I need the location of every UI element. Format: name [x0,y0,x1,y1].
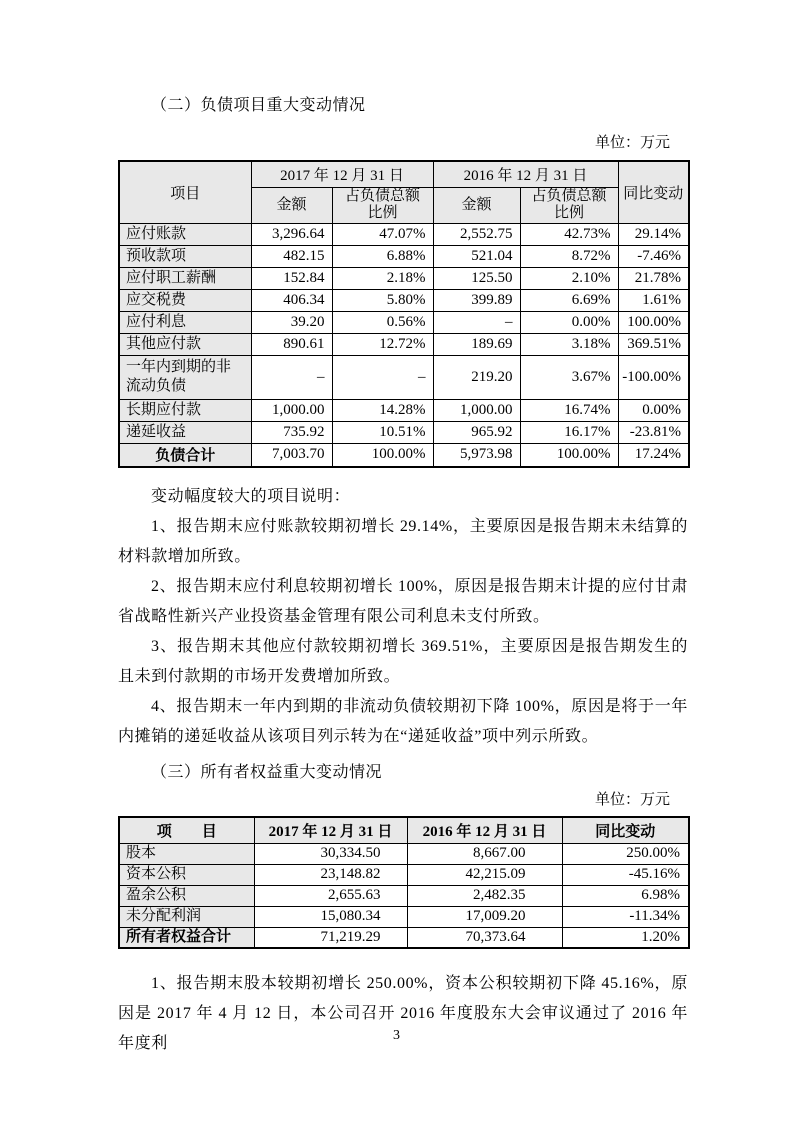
cell-2016-amount: 521.04 [433,245,520,267]
cell-item-label: 盈余公积 [119,885,254,906]
cell-2017-ratio: 0.56% [332,311,433,333]
cell-yoy: 29.14% [618,223,689,245]
cell-2016-value: 70,373.64 [407,927,562,948]
col-header-date-2017: 2017 年 12 月 31 日 [251,161,433,187]
section2-heading: （二）负债项目重大变动情况 [151,97,366,114]
cell-2016-amount: 5,973.98 [433,443,520,467]
cell-2016-amount: 219.20 [433,355,520,399]
table-row [119,885,689,906]
cell-yoy: 0.00% [618,399,689,421]
note-3: 3、报告期末其他应付款较期初增长 369.51%，主要原因是报告期发生的且未到付款期的市场开发费增加所致。 [118,638,688,685]
table-row [119,843,689,864]
cell-yoy: -23.81% [618,421,689,443]
col-header-yoy: 同比变动 [562,817,689,843]
cell-2017-amount: 735.92 [251,421,332,443]
equity-total-row [119,927,689,948]
cell-2016-amount: 1,000.00 [433,399,520,421]
ratio-line-2: 比例 [554,205,585,221]
liabilities-header-row-1 [119,161,689,187]
cell-2017-ratio: 5.80% [332,289,433,311]
col-header-item: 项目 [119,161,251,223]
table-row [119,223,689,245]
cell-item-label: 资本公积 [119,864,254,885]
cell-yoy: 1.20% [562,927,689,948]
cell-2017-ratio: 100.00% [332,443,433,467]
change-notes [118,482,688,752]
table-row [119,333,689,355]
table-row [119,399,689,421]
table-row [119,355,689,399]
cell-2016-value: 17,009.20 [407,906,562,927]
cell-2016-value: 42,215.09 [407,864,562,885]
ratio-line-1: 占负债总额 [531,188,607,204]
cell-yoy: 6.98% [562,885,689,906]
cell-2016-ratio: 0.00% [520,311,618,333]
col-header-date-2016: 2016 年 12 月 31 日 [433,161,618,187]
cell-yoy: 250.00% [562,843,689,864]
cell-2017-ratio: 2.18% [332,267,433,289]
cell-item-label: 应交税费 [119,289,251,311]
col-header-yoy: 同比变动 [618,161,689,223]
cell-2017-ratio: 14.28% [332,399,433,421]
cell-2016-amount: 399.89 [433,289,520,311]
ratio-line-1: 占负债总额 [345,188,421,204]
table-row [119,906,689,927]
liabilities-total-row [119,443,689,467]
cell-2017-amount: 3,296.64 [251,223,332,245]
ratio-line-2: 比例 [367,205,398,221]
cell-2016-amount: 125.50 [433,267,520,289]
cell-2017-ratio: 10.51% [332,421,433,443]
table-row [119,267,689,289]
cell-2017-amount: – [251,355,332,399]
cell-2017-ratio: 12.72% [332,333,433,355]
col-header-date-2017: 2017 年 12 月 31 日 [254,817,407,843]
cell-2017-amount: 890.61 [251,333,332,355]
cell-yoy: 369.51% [618,333,689,355]
cell-item-label: 递延收益 [119,421,251,443]
equity-header-row [119,817,689,843]
cell-2016-value: 8,667.00 [407,843,562,864]
cell-2017-amount: 39.20 [251,311,332,333]
cell-2016-amount: 2,552.75 [433,223,520,245]
table-row [119,311,689,333]
liabilities-table [118,160,690,468]
cell-2016-ratio: 16.74% [520,399,618,421]
cell-2016-ratio: 42.73% [520,223,618,245]
note-4: 4、报告期末一年内到期的非流动负债较期初下降 100%，原因是将于一年内摊销的递延收益从该项目列示转为在“递延收益”项中列示所致。 [118,698,688,745]
equity-note: 1、报告期末股本较期初增长 250.00%，资本公积较期初下降 45.16%，原因是 2017 年 4 月 12 日，本公司召开 2016 年度股东大会审议通过了 2016 年年度利 [118,975,688,1052]
cell-2017-value: 23,148.82 [254,864,407,885]
cell-item-label: 一年内到期的非流动负债 [119,355,251,399]
cell-2016-amount: 189.69 [433,333,520,355]
cell-2017-value: 15,080.34 [254,906,407,927]
cell-2016-ratio: 2.10% [520,267,618,289]
cell-2016-amount: 965.92 [433,421,520,443]
table-row [119,864,689,885]
cell-2016-ratio: 16.17% [520,421,618,443]
subheader-amount-2016: 金额 [433,187,520,223]
cell-yoy: 21.78% [618,267,689,289]
cell-yoy: -11.34% [562,906,689,927]
cell-item-label: 应付职工薪酬 [119,267,251,289]
cell-2017-ratio: 6.88% [332,245,433,267]
unit-label-1: 单位：万元 [594,135,670,151]
cell-yoy: -45.16% [562,864,689,885]
cell-2016-ratio: 3.18% [520,333,618,355]
cell-2016-ratio: 100.00% [520,443,618,467]
note-2: 2、报告期末应付利息较期初增长 100%，原因是报告期末计提的应付甘肃省战略性新兴产业投资基金管理有限公司利息未支付所致。 [118,578,688,625]
cell-yoy: 1.61% [618,289,689,311]
cell-item-label: 未分配利润 [119,906,254,927]
cell-yoy: -7.46% [618,245,689,267]
equity-table [118,816,690,949]
table-row [119,421,689,443]
cell-item-label: 股本 [119,843,254,864]
cell-2017-ratio: – [332,355,433,399]
cell-2017-amount: 7,003.70 [251,443,332,467]
subheader-amount-2017: 金额 [251,187,332,223]
cell-yoy: 100.00% [618,311,689,333]
cell-yoy: -100.00% [618,355,689,399]
table-row [119,245,689,267]
subheader-ratio-2017 [332,187,433,223]
cell-item-label: 应付账款 [119,223,251,245]
cell-item-label: 应付利息 [119,311,251,333]
cell-item-label: 预收款项 [119,245,251,267]
page-number: 3 [393,1028,400,1043]
cell-item-label: 长期应付款 [119,399,251,421]
cell-2017-amount: 152.84 [251,267,332,289]
unit-label-2: 单位：万元 [594,792,670,808]
page-content [118,0,688,1059]
cell-2017-amount: 482.15 [251,245,332,267]
cell-2017-amount: 1,000.00 [251,399,332,421]
notes-intro: 变动幅度较大的项目说明： [151,488,351,505]
cell-2017-value: 71,219.29 [254,927,407,948]
col-header-date-2016: 2016 年 12 月 31 日 [407,817,562,843]
cell-2016-value: 2,482.35 [407,885,562,906]
cell-2016-ratio: 3.67% [520,355,618,399]
cell-2016-ratio: 6.69% [520,289,618,311]
section3-heading: （三）所有者权益重大变动情况 [151,764,383,781]
cell-total-label: 负债合计 [119,443,251,467]
cell-2017-value: 2,655.63 [254,885,407,906]
cell-2017-amount: 406.34 [251,289,332,311]
cell-2017-value: 30,334.50 [254,843,407,864]
note-1: 1、报告期末应付账款较期初增长 29.14%，主要原因是报告期末未结算的材料款增加所致。 [118,518,688,565]
subheader-ratio-2016 [520,187,618,223]
cell-2016-ratio: 8.72% [520,245,618,267]
col-header-item: 项 目 [119,817,254,843]
cell-total-label: 所有者权益合计 [119,927,254,948]
cell-yoy: 17.24% [618,443,689,467]
cell-2016-amount: – [433,311,520,333]
table-row [119,289,689,311]
cell-item-label: 其他应付款 [119,333,251,355]
cell-2017-ratio: 47.07% [332,223,433,245]
